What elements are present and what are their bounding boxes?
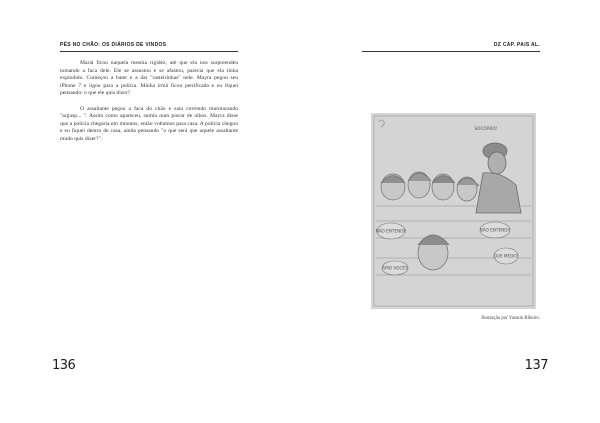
running-head-right: DZ CAP. PAIS AL. <box>493 42 540 48</box>
pencil-illustration <box>371 113 536 309</box>
bubble-text: NÃO ENTENDI! <box>479 227 511 233</box>
running-head-left: PÉS NO CHÃO: OS DIÁRIOS DE VINDOS <box>60 42 167 48</box>
bubble-text: QUE MEDO! <box>493 253 519 259</box>
body-text <box>60 60 238 151</box>
bubble-text: AMO VOCÊS <box>382 265 408 271</box>
page-number-right: 137 <box>524 358 548 373</box>
right-page <box>300 0 600 423</box>
bubble-text: NÃO ENTENDI! <box>375 228 407 234</box>
illustration-caption: Ilustração por Yasmin Ribeiro. <box>481 316 540 321</box>
header-rule-left <box>60 51 238 52</box>
paragraph: O assaltante pegou a faca do chão e saiu correndo murmurando "argusp... ". Assim como apareceu, sumiu num piscar de olhos. Mayra disse que a polícia chegaria em minutos, então voltamos para casa. A polícia chegou e eu fiquei dentro de casa, ainda pensando "o que será que aquele assaltante mudo quis dizer?". <box>60 105 238 142</box>
help-text: SOCORRO! <box>474 126 498 131</box>
paragraph: Mariá ficou naquela mesma rigidez, até que ela nos surpreendeu tomando a faca dele. Ele se assustou e se afastou, parecia que ela tinha explodido. Começou a bater e a dar "rasteirinhas" nele. Mayra pegou seu iPhone 7 e ligou para a polícia. Minha irmã ficou petrificada e eu fiquei pensando: o que ele quis dizer? <box>60 60 238 97</box>
page-number-left: 136 <box>52 358 76 373</box>
header-rule-right <box>362 51 540 52</box>
